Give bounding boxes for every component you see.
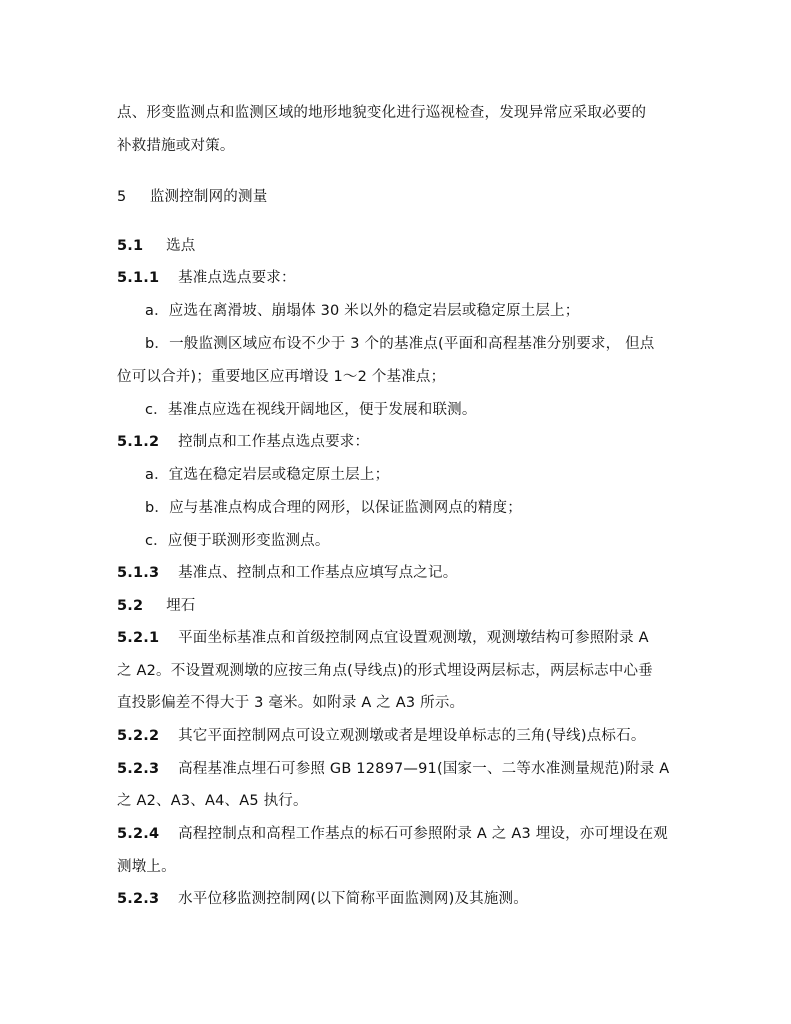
paragraph-line xyxy=(117,791,308,811)
list-item xyxy=(145,465,389,485)
line-text: 测墩上。 xyxy=(117,859,176,875)
line-text: 之 A2、A3、A4、A5 执行。 xyxy=(117,793,308,809)
clause-line xyxy=(117,824,668,844)
clause-text: 基准点、控制点和工作基点应填写点之记。 xyxy=(178,565,458,581)
list-item-text: b．一般监测区域应布设不少于 3 个的基准点(平面和高程基准分别要求， 但点 xyxy=(145,336,655,352)
line-text: 之 A2。不设置观测墩的应按三角点(导线点)的形式埋设两层标志，两层标志中心垂 xyxy=(117,663,653,679)
clause-number: 5.1.1 xyxy=(117,270,160,286)
clause-line xyxy=(117,268,296,288)
paragraph-line xyxy=(117,367,445,387)
clause-text: 高程基准点埋石可参照 GB 12897—91(国家一、二等水准测量规范)附录 A xyxy=(178,761,670,777)
clause-number: 5.2.2 xyxy=(117,728,160,744)
clause-text: 水平位移监测控制网(以下简称平面监测网)及其施测。 xyxy=(178,891,528,907)
list-item xyxy=(145,498,522,518)
clause-text: 控制点和工作基点选点要求： xyxy=(178,434,370,450)
clause-text: 平面坐标基准点和首级控制网点宜设置观测墩，观测墩结构可参照附录 A xyxy=(178,630,649,646)
section-heading xyxy=(117,187,267,207)
subsection-heading xyxy=(117,236,196,256)
line-text: 补救措施或对策。 xyxy=(117,138,235,154)
paragraph-line xyxy=(117,136,235,156)
clause-number: 5.2.3 xyxy=(117,891,160,907)
clause-number: 5.1.3 xyxy=(117,565,160,581)
list-item xyxy=(145,400,477,420)
clause-line xyxy=(117,563,457,583)
paragraph-line xyxy=(117,693,464,713)
clause-text: 高程控制点和高程工作基点的标石可参照附录 A 之 A3 埋设，亦可埋设在观 xyxy=(178,826,669,842)
list-item xyxy=(145,531,330,551)
clause-number: 5.1.2 xyxy=(117,434,160,450)
subsection-number: 5.1 xyxy=(117,238,144,254)
clause-number: 5.2.1 xyxy=(117,630,160,646)
section-number: 5 xyxy=(117,189,127,205)
list-item-text: a．应选在离滑坡、崩塌体 30 米以外的稳定岩层或稳定原土层上； xyxy=(145,303,580,319)
clause-text: 其它平面控制网点可设立观测墩或者是埋设单标志的三角(导线)点标石。 xyxy=(178,728,646,744)
clause-line xyxy=(117,889,528,909)
clause-number: 5.2.3 xyxy=(117,761,160,777)
paragraph-line xyxy=(117,857,176,877)
list-item xyxy=(145,334,655,354)
list-item-text: a．宜选在稳定岩层或稳定原土层上； xyxy=(145,467,390,483)
subsection-number: 5.2 xyxy=(117,598,144,614)
clause-number: 5.2.4 xyxy=(117,826,160,842)
subsection-title: 埋石 xyxy=(166,598,196,614)
clause-line xyxy=(117,726,646,746)
line-text: 直投影偏差不得大于 3 毫米。如附录 A 之 A3 所示。 xyxy=(117,695,465,711)
clause-line xyxy=(117,628,649,648)
list-item-text: c．基准点应选在视线开阔地区，便于发展和联测。 xyxy=(145,402,477,418)
subsection-title: 选点 xyxy=(166,238,196,254)
list-item-text: b．应与基准点构成合理的网形，以保证监测网点的精度； xyxy=(145,500,522,516)
clause-text: 基准点选点要求： xyxy=(178,270,296,286)
paragraph-line xyxy=(117,103,646,123)
line-text: 点、形变监测点和监测区域的地形地貌变化进行巡视检查，发现异常应采取必要的 xyxy=(117,105,647,121)
list-item xyxy=(145,301,579,321)
clause-line xyxy=(117,759,669,779)
section-title: 监测控制网的测量 xyxy=(149,189,268,205)
paragraph-line xyxy=(117,661,653,681)
subsection-heading xyxy=(117,596,196,616)
line-text: 位可以合并)；重要地区应再增设 1～2 个基准点； xyxy=(117,369,446,385)
list-item-text: c．应便于联测形变监测点。 xyxy=(145,533,330,549)
clause-line xyxy=(117,432,369,452)
